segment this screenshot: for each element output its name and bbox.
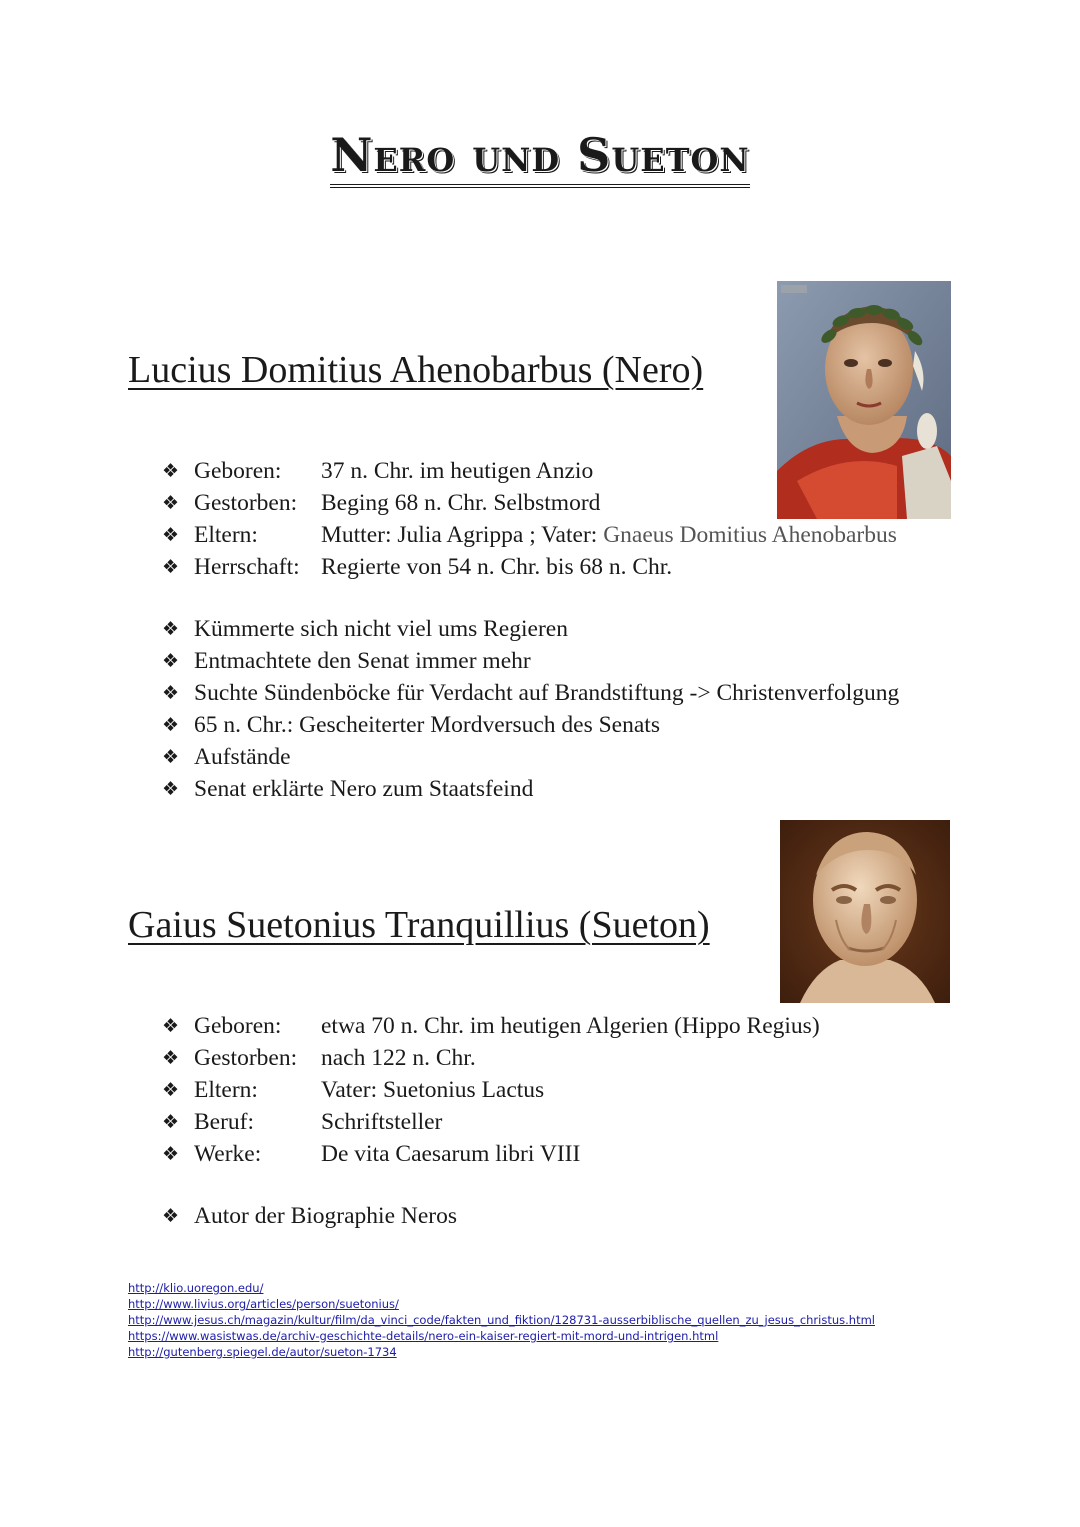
list-item: ❖ Herrschaft: Regierte von 54 n. Chr. bis 68 n. Chr. (162, 551, 897, 583)
source-link[interactable]: http://www.livius.org/articles/person/suetonius/ (128, 1297, 399, 1311)
bullet-icon: ❖ (162, 1205, 180, 1227)
source-link[interactable]: http://www.jesus.ch/magazin/kultur/film/da_vinci_code/fakten_und_fiktion/128731-ausserbiblische_quellen_zu_jesus_christus.html (128, 1313, 875, 1327)
bullet-icon: ❖ (162, 714, 180, 736)
bullet-icon: ❖ (162, 556, 180, 578)
list-item: ❖ Eltern: Mutter: Julia Agrippa ; Vater: Gnaeus Domitius Ahenobarbus (162, 519, 897, 551)
list-item: ❖ Gestorben: Beging 68 n. Chr. Selbstmord (162, 487, 897, 519)
bullet-icon: ❖ (162, 650, 180, 672)
source-link[interactable]: https://www.wasistwas.de/archiv-geschichte-details/nero-ein-kaiser-regiert-mit-mord-und-intrigen.html (128, 1329, 719, 1343)
bullet-icon: ❖ (162, 746, 180, 768)
list-item: ❖ Senat erklärte Nero zum Staatsfeind (162, 773, 899, 805)
list-item: ❖ Gestorben: nach 122 n. Chr. (162, 1042, 820, 1074)
list-item: ❖ Beruf: Schriftsteller (162, 1106, 820, 1138)
source-link[interactable]: http://klio.uoregon.edu/ (128, 1281, 264, 1295)
list-item: ❖ Werke: De vita Caesarum libri VIII (162, 1138, 820, 1170)
list-item: ❖ Entmachtete den Senat immer mehr (162, 645, 899, 677)
nero-facts-list (162, 455, 897, 583)
bullet-icon: ❖ (162, 1143, 180, 1165)
list-item: ❖ Kümmerte sich nicht viel ums Regieren (162, 613, 899, 645)
sueton-facts-list (162, 1010, 820, 1170)
nero-points-list (162, 613, 899, 805)
list-item: ❖ Suchte Sündenböcke für Verdacht auf Brandstiftung -> Christenverfolgung (162, 677, 899, 709)
bullet-icon: ❖ (162, 618, 180, 640)
list-item: ❖ 65 n. Chr.: Gescheiterter Mordversuch des Senats (162, 709, 899, 741)
list-item: ❖ Geboren: etwa 70 n. Chr. im heutigen Algerien (Hippo Regius) (162, 1010, 820, 1042)
sueton-points-list (162, 1200, 457, 1232)
bullet-icon: ❖ (162, 1079, 180, 1101)
sueton-heading: Gaius Suetonius Tranquillius (Sueton) (128, 904, 710, 946)
nero-heading: Lucius Domitius Ahenobarbus (Nero) (128, 349, 704, 391)
page-title: Nero und Sueton (0, 128, 1080, 182)
bullet-icon: ❖ (162, 460, 180, 482)
source-link[interactable]: http://gutenberg.spiegel.de/autor/sueton-1734 (128, 1345, 397, 1359)
list-item: ❖ Geboren: 37 n. Chr. im heutigen Anzio (162, 455, 897, 487)
bullet-icon: ❖ (162, 1015, 180, 1037)
bullet-icon: ❖ (162, 492, 180, 514)
list-item: ❖ Autor der Biographie Neros (162, 1200, 457, 1232)
list-item: ❖ Aufstände (162, 741, 899, 773)
bullet-icon: ❖ (162, 1047, 180, 1069)
bullet-icon: ❖ (162, 778, 180, 800)
source-links (128, 1280, 875, 1360)
sueton-bust-icon (780, 820, 950, 1003)
bullet-icon: ❖ (162, 524, 180, 546)
list-item: ❖ Eltern: Vater: Suetonius Lactus (162, 1074, 820, 1106)
bullet-icon: ❖ (162, 682, 180, 704)
bullet-icon: ❖ (162, 1111, 180, 1133)
